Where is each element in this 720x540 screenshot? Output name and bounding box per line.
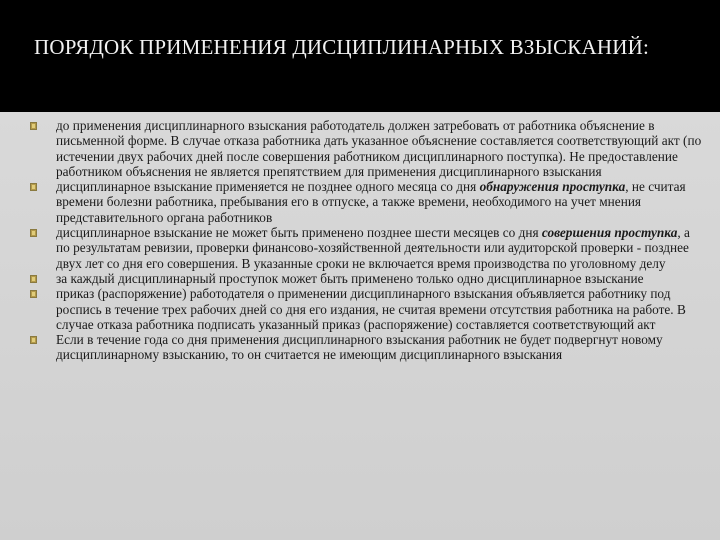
list-item [30,225,706,271]
item-text: за каждый дисциплинарный проступок может быть применено только одно дисциплинарное взыскание [56,270,644,286]
bullet-list [30,118,706,363]
title-bar [0,0,720,112]
item-text: дисциплинарное взыскание применяется не позднее одного месяца со дня [56,179,480,195]
square-bullet-icon [30,336,37,344]
item-text-continued: , а по результатам ревизии, проверки финансово-хозяйственной деятельности или аудиторской проверки - позднее двух лет со дня его совершения. В указанные сроки не включается время производства по уголовному делу [56,225,690,271]
list-item [30,271,706,286]
square-bullet-icon [30,122,37,130]
item-text: дисциплинарное взыскание не может быть применено позднее шести месяцев со дня [56,225,542,241]
item-text-continued: , не считая времени болезни работника, пребывания его в отпуске, а также времени, необходимого на учет мнения представительного органа работников [56,179,686,225]
square-bullet-icon [30,183,37,191]
item-text: приказ (распоряжение) работодателя о применении дисциплинарного взыскания объявляется работнику под роспись в течение трех рабочих дней со дня его издания, не считая времени отсутствия работника на работе. В случае отказа работника подписать указанный приказ (распоряжение) составляется соответствующий акт [56,286,686,332]
list-item [30,118,706,179]
content-area [0,112,720,540]
list-item [30,179,706,225]
square-bullet-icon [30,290,37,298]
slide-title: ПОРЯДОК ПРИМЕНЕНИЯ ДИСЦИПЛИНАРНЫХ ВЗЫСКАНИЙ: [34,35,649,59]
item-text: Если в течение года со дня применения дисциплинарного взыскания работник не будет подвергнут новому дисциплинарному взысканию, то он считается не имеющим дисциплинарного взыскания [56,332,663,363]
square-bullet-icon [30,275,37,283]
list-item [30,332,706,363]
square-bullet-icon [30,229,37,237]
item-emphasis: совершения проступка [541,225,678,241]
list-item [30,286,706,332]
item-text: до применения дисциплинарного взыскания работодатель должен затребовать от работника объяснение в письменной форме. В случае отказа работника дать указанное объяснение составляется соответствующий акт (по истечении двух рабочих дней после совершения работником дисциплинарного поступка). Не предоставление работником объяснения не является препятствием для применения дисциплинарного взыскания [56,118,702,179]
item-emphasis: обнаружения проступка [479,179,626,195]
